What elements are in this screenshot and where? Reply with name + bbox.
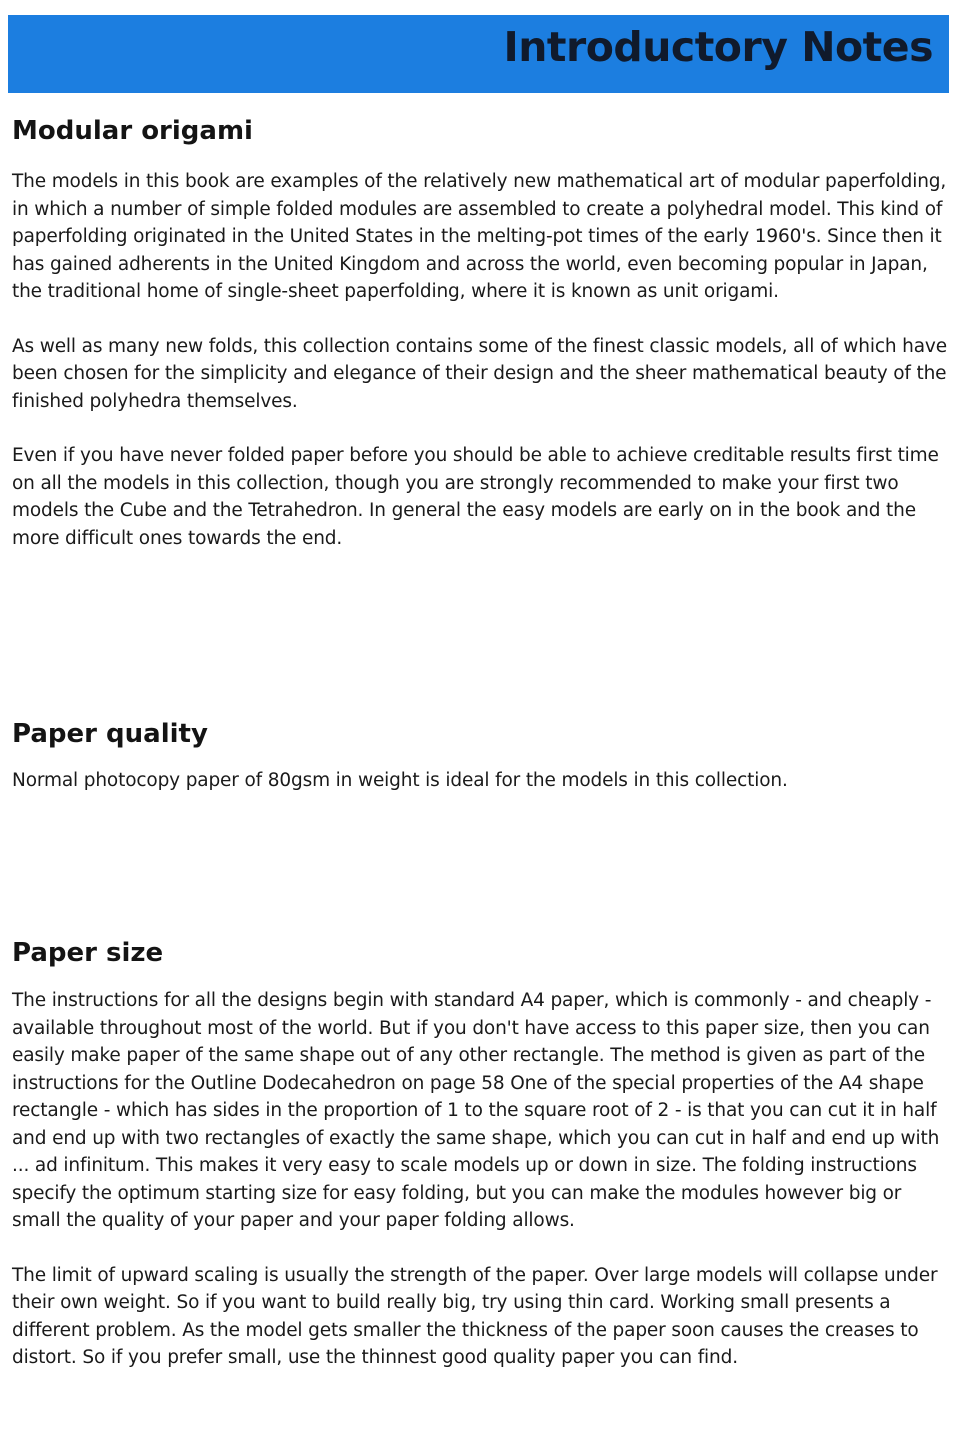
paragraph: Even if you have never folded paper before you should be able to achieve creditable results first time on all the models in this collection, though you are strongly recommended to make your first two models the Cube and the Tetrahedron. In general the easy models are early on in the book and the more difficult ones towards the end. [12,445,939,549]
paragraph: The models in this book are examples of the relatively new mathematical art of modular paperfolding, in which a number of simple folded modules are assembled to create a polyhedral model. This kind of paperfolding originated in the United States in the melting-pot times of the early 1960's. Since then it has gained adherents in the United Kingdom and across the world, even becoming popular in Japan, the traditional home of single-sheet paperfolding, where it is known as unit origami. [12,171,947,302]
section-modular-origami [12,114,948,552]
paragraph: As well as many new folds, this collection contains some of the finest classic models, all of which have been chosen for the simplicity and elegance of their design and the sheer mathematical beauty of the finished polyhedra themselves. [12,335,947,412]
paragraph: The limit of upward scaling is usually the strength of the paper. Over large models will collapse under their own weight. So if you want to build really big, try using thin card. Working small presents a different problem. As the model gets smaller the thickness of the paper soon causes the creases to distort. So if you prefer small, use the thinnest good quality paper you can find. [12,1264,938,1368]
section-heading-modular-origami: Modular origami [12,116,253,146]
paragraph: The instructions for all the designs begin with standard A4 paper, which is commonly - and cheaply - available throughout most of the world. But if you don't have access to this paper size, then you can easily make paper of the same shape out of any other rectangle. The method is given as part of the instructions for the Outline Dodecahedron on page 58 One of the special properties of the A4 shape rectangle - which has sides in the proportion of 1 to the square root of 2 - is that you can cut it in half and end up with two rectangles of exactly the same shape, which you can cut in half and end up with ... ad infinitum. This makes it very easy to scale models up or down in size. The folding instructions specify the optimum starting size for easy folding, but you can make the modules however big or small the quality of your paper and your paper folding allows. [12,990,940,1231]
page-title: Introductory Notes [503,23,933,71]
paragraph: Normal photocopy paper of 80gsm in weight is ideal for the models in this collection. [12,770,788,791]
section-paper-quality [12,717,948,795]
header-bar [8,15,949,93]
section-heading-paper-size: Paper size [12,938,164,968]
section-paper-size [12,936,948,1372]
section-heading-paper-quality: Paper quality [12,719,208,749]
